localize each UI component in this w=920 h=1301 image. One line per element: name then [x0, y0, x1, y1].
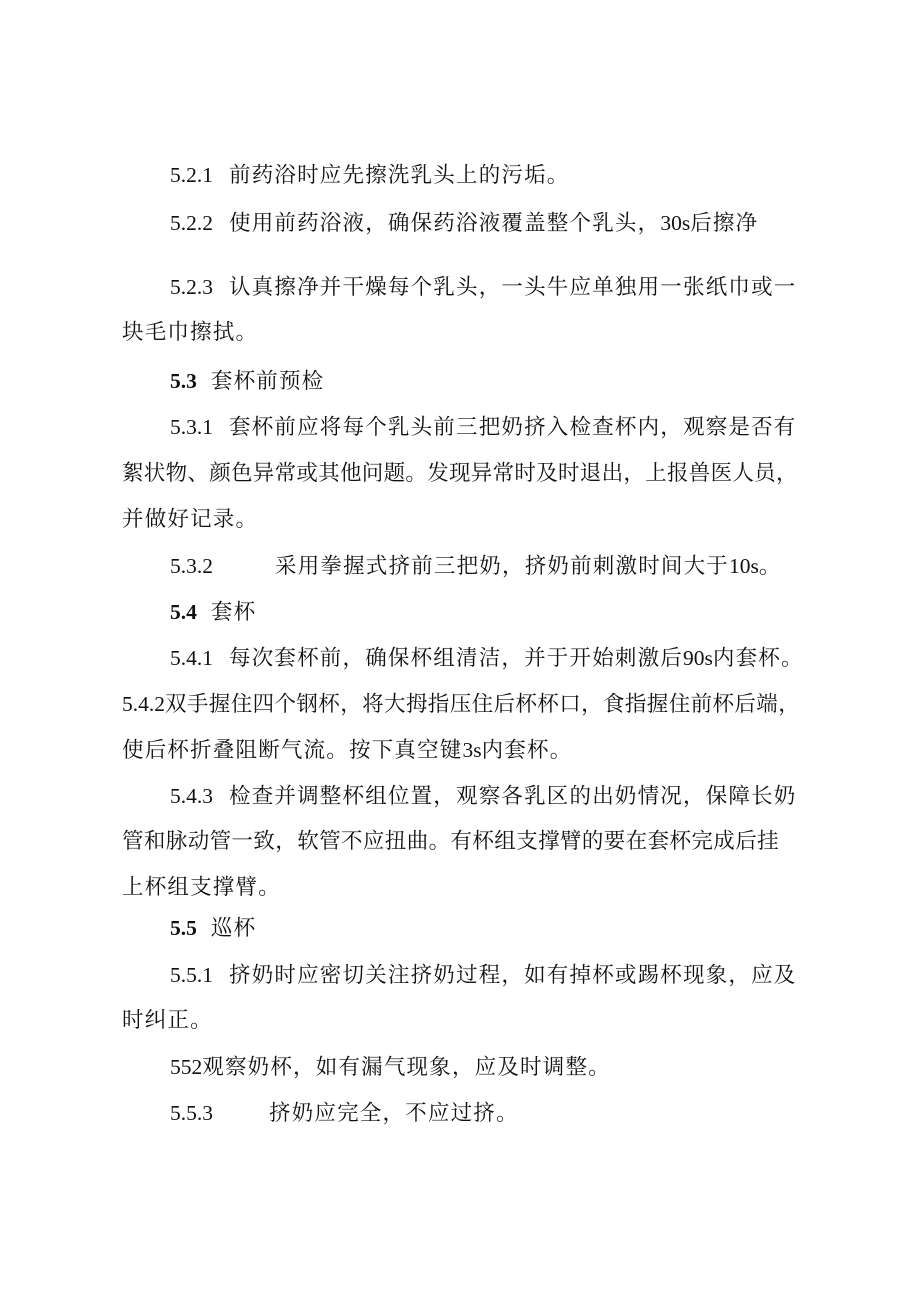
paragraph-5-5-3 [170, 1098, 519, 1129]
clause-text: 使用前药浴液，确保药浴液覆盖整个乳头， [229, 211, 661, 236]
paragraph-5-5-1-line-2 [122, 1006, 213, 1036]
clause-number: 5.5.1 [170, 963, 213, 987]
section-number: 5.4 [170, 600, 197, 624]
duration-value: 30s [660, 211, 691, 235]
clause-text: 采用拳握式挤前三把奶，挤奶前刺激时间大于 [275, 554, 730, 579]
clause-number: 5.4.2 [122, 692, 165, 716]
clause-text-tail: 。 [758, 554, 782, 579]
paragraph-5-5-2 [170, 1052, 611, 1083]
section-heading-5-5 [170, 913, 256, 944]
duration-value: 3s [462, 738, 482, 762]
paragraph-5-5-1-line-1 [170, 960, 797, 991]
paragraph-5-3-1-line-2 [122, 459, 798, 489]
section-number: 5.3 [170, 369, 197, 393]
clause-number: 5.5.3 [170, 1101, 213, 1125]
duration-value: 10s [729, 554, 759, 578]
clause-text: 认真擦净并干燥每个乳头，一头牛应单独用一张纸巾或一 [229, 275, 797, 300]
paragraph-5-3-1-line-3 [122, 505, 258, 535]
paragraph-5-4-3-line-2 [122, 827, 779, 857]
clause-text: 检查并调整杯组位置，观察各乳区的出奶情况，保障长奶 [229, 784, 797, 809]
clause-number: 552 [170, 1055, 203, 1079]
paragraph-5-2-3-line-2 [122, 318, 258, 348]
paragraph-5-3-1-line-1 [170, 412, 797, 443]
duration-value: 90s [683, 646, 713, 670]
clause-text: 并做好记录。 [122, 507, 259, 532]
section-title: 套杯前预检 [210, 369, 325, 394]
section-heading-5-3 [170, 366, 324, 397]
clause-text-tail: 后擦净 [690, 211, 759, 236]
clause-text-tail: 内套杯。 [712, 646, 804, 671]
clause-number: 5.4.3 [170, 784, 213, 808]
clause-text: 絮状物、颜色异常或其他问题。发现异常时及时退出，上报兽医人员， [122, 461, 798, 486]
clause-text: 使后杯折叠阻断气流。按下真空键 [122, 738, 463, 763]
clause-text: 挤奶时应密切关注挤奶过程，如有掉杯或踢杯现象，应及 [229, 963, 797, 988]
clause-number: 5.4.1 [170, 646, 213, 670]
clause-number: 5.3.1 [170, 415, 213, 439]
clause-number: 5.2.2 [170, 211, 213, 235]
paragraph-5-2-1 [170, 160, 570, 191]
clause-text: 管和脉动管一致，软管不应扭曲。有杯组支撑臂的要在套杯完成后挂 [122, 829, 780, 854]
paragraph-5-3-2 [170, 551, 782, 582]
section-number: 5.5 [170, 916, 197, 940]
clause-number: 5.2.1 [170, 163, 213, 187]
paragraph-5-4-2-line-2 [122, 735, 572, 766]
section-title: 巡杯 [210, 916, 257, 941]
clause-number: 5.2.3 [170, 275, 213, 299]
clause-text: 前药浴时应先擦洗乳头上的污垢。 [229, 163, 570, 188]
clause-number: 5.3.2 [170, 554, 213, 578]
section-title: 套杯 [210, 600, 257, 625]
paragraph-5-4-3-line-1 [170, 781, 797, 812]
clause-text: 观察奶杯，如有漏气现象，应及时调整。 [202, 1055, 611, 1080]
section-heading-5-4 [170, 597, 256, 628]
paragraph-5-4-2-line-1 [122, 689, 800, 720]
clause-text-tail: 内套杯。 [481, 738, 573, 763]
paragraph-5-4-1 [170, 643, 804, 674]
clause-text: 套杯前应将每个乳头前三把奶挤入检查杯内，观察是否有 [229, 415, 797, 440]
clause-text: 时纠正。 [122, 1008, 213, 1033]
paragraph-5-2-3-line-1 [170, 272, 797, 303]
clause-text: 上杯组支撑臂。 [122, 875, 281, 900]
paragraph-5-4-3-line-3 [122, 873, 281, 903]
clause-text: 块毛巾擦拭。 [122, 320, 259, 345]
clause-text: 双手握住四个钢杯，将大拇指压住后杯杯口，食指握住前杯后端， [165, 692, 801, 717]
paragraph-5-2-2 [170, 208, 758, 239]
clause-text: 每次套杯前，确保杯组清洁，并于开始刺激后 [229, 646, 684, 671]
clause-text: 挤奶应完全，不应过挤。 [269, 1101, 519, 1126]
